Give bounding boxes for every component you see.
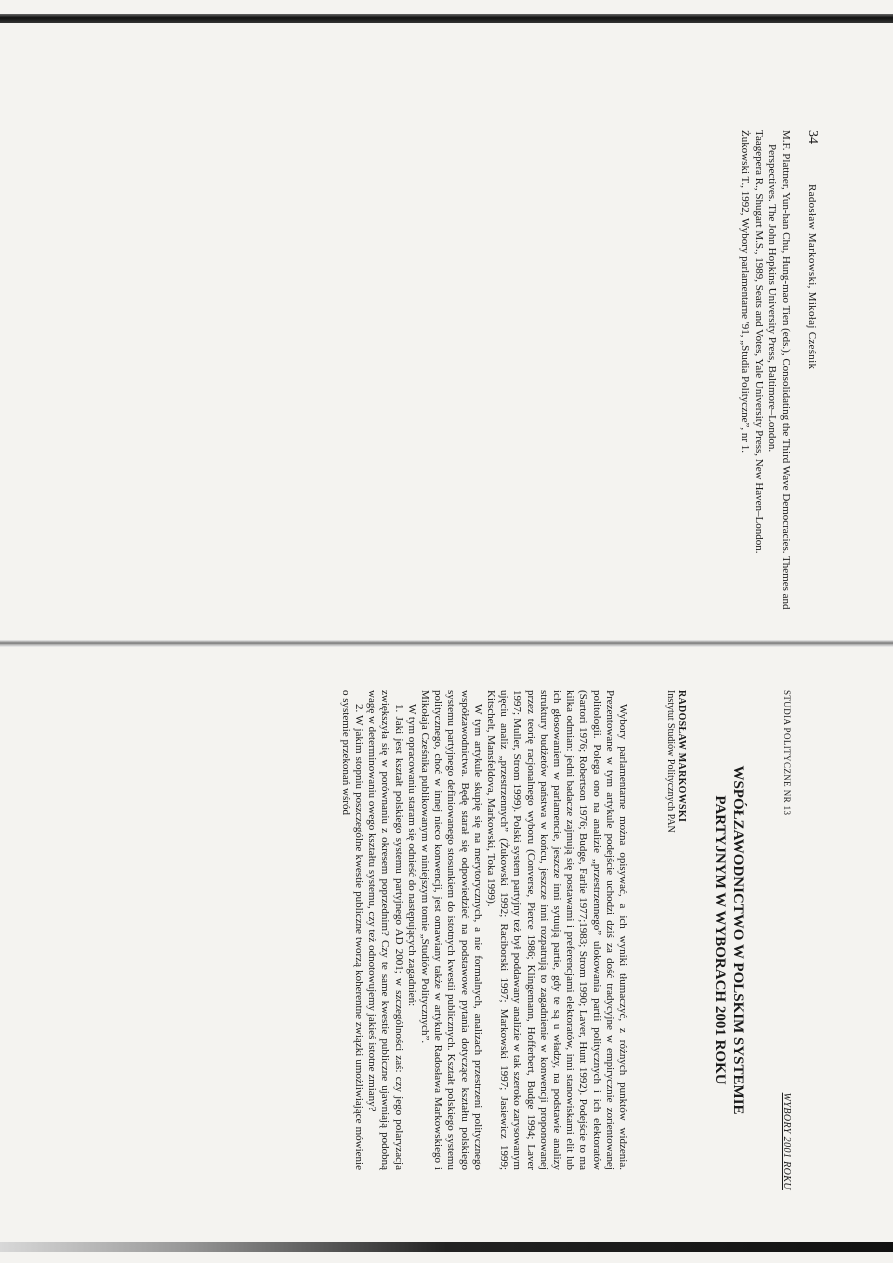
question-item: 2. W jakim stopniu poszczególne kwestie publiczne tworzą koherentne związki umożliwiające mówienie o systemie przekonań wśród [339,690,365,1170]
scan-edge-top [0,14,893,23]
question-item: 1. Jaki jest kształt polskiego systemu partyjnego AD 2001; w szczególności zaś: czy jego polaryzacja zwiększyła się w porównaniu z okresem poprzednim? Czy te same kwestie publiczne ujawniają podobną wagę w determinowaniu owego kształtu systemu, czy też odnotowujemy jakieś istotne zmiany? [366,690,405,1170]
title-line: WSPÓŁZAWODNICTWO W POLSKIM SYSTEMIE [730,765,746,1115]
reference-item: M.F. Plattner, Yun-han Chu, Hung-mao Tien (eds.), Consolidating the Third Wave Democracies. Themes and Perspectives. The John Hopkins University Press, Baltimore–London. [766,130,792,610]
journal-section: WYBORY 2001 ROKU [781,1092,792,1190]
author-name: RADOSŁAW MARKOWSKI [676,690,687,823]
running-header-authors: Radosław Markowski, Mikołaj Cześnik [806,184,818,370]
references-list [738,130,792,630]
lower-page [0,650,893,1240]
running-header [804,130,820,630]
paragraph: W tym opracowaniu staram się odnieść do następujących zagadnień: [405,704,418,1007]
author-institution: Instytut Studiów Politycznych PAN [665,690,676,833]
journal-name: STUDIA POLITYCZNE NR 13 [782,690,792,816]
paragraph: W tym artykule skupię się na merytorycznych, a nie formalnych, analizach przestrzeni politycznego współzawodnictwa. Będę starał się odpowiedzieć na podstawowe pytania dotyczące kształtu polskiego systemu partyjnego definiowanego stosunkiem do istotnych kwestii publicznych. Kształt polskiego systemu politycznego, choć w innej nieco konwencji, jest omawiany także w artykule Radosława Markowskiego i Mikołaja Cześnika publikowanym w niniejszym tomie „Studiów Politycznych”. [418,690,484,1170]
reference-item: Taagepera R., Shugart M.S., 1989, Seats and Votes, Yale University Press, New Haven–London. [753,130,765,554]
upper-page-content [660,130,820,630]
title-line: PARTYJNYM W WYBORACH 2001 ROKU [712,795,728,1085]
journal-header [781,690,792,1190]
lower-page-content [2,690,792,1210]
upper-page [0,30,893,635]
scan-edge-bottom [0,1242,893,1252]
paragraph: Wybory parlamentarne można opisywać, a ich wyniki tłumaczyć, z różnych punktów widzenia. Prezentowane w tym artykule podejście uchodzi dziś za dość tradycyjne w empirycznie zorientowanej politologii. Polega ono na analizie „przestrzennego” ulokowania partii politycznych i ich elektoratów (Sartori 1976; Robertson 1976; Budge, Farlie 1977;1983; Strom 1990; Laver, Hunt 1992). Podejście to ma kilka odmian: jedni badacze zajmują się postawami i preferencjami elektoratów, inni stanowiskami elit lub ich głosowaniem w parlamencie, jeszcze inni sytuują partie, gdy te są u władzy, na podstawie analizy struktury budżetów państwa w końcu, jeszcze inni rozpatrują to zagadnienie w konwencji proponowanej przez teorię racjonalnego wyboru (Converse, Pierce 1986; Klingemann, Hofferbert, Budge 1994; Laver 1997; Muller, Strom 1999). Polski system partyjny też był poddawany analizie w tak szeroko zarysowanym ujęciu analiz „przestrzennych” (Żukowski 1992; Raciborski 1997; Markowski 1997; Jasiewicz 1999; Kitschelt, Mansfeldova, Markowski, Toka 1999). [484,690,629,1170]
article-body [339,690,629,1170]
article-title [711,690,747,1190]
page-number: 34 [805,130,820,144]
page-fold [0,640,893,647]
reference-item: Żukowski T., 1992, Wybory parlamentarne '91, „Studia Polityczne”, nr 1. [739,130,752,454]
